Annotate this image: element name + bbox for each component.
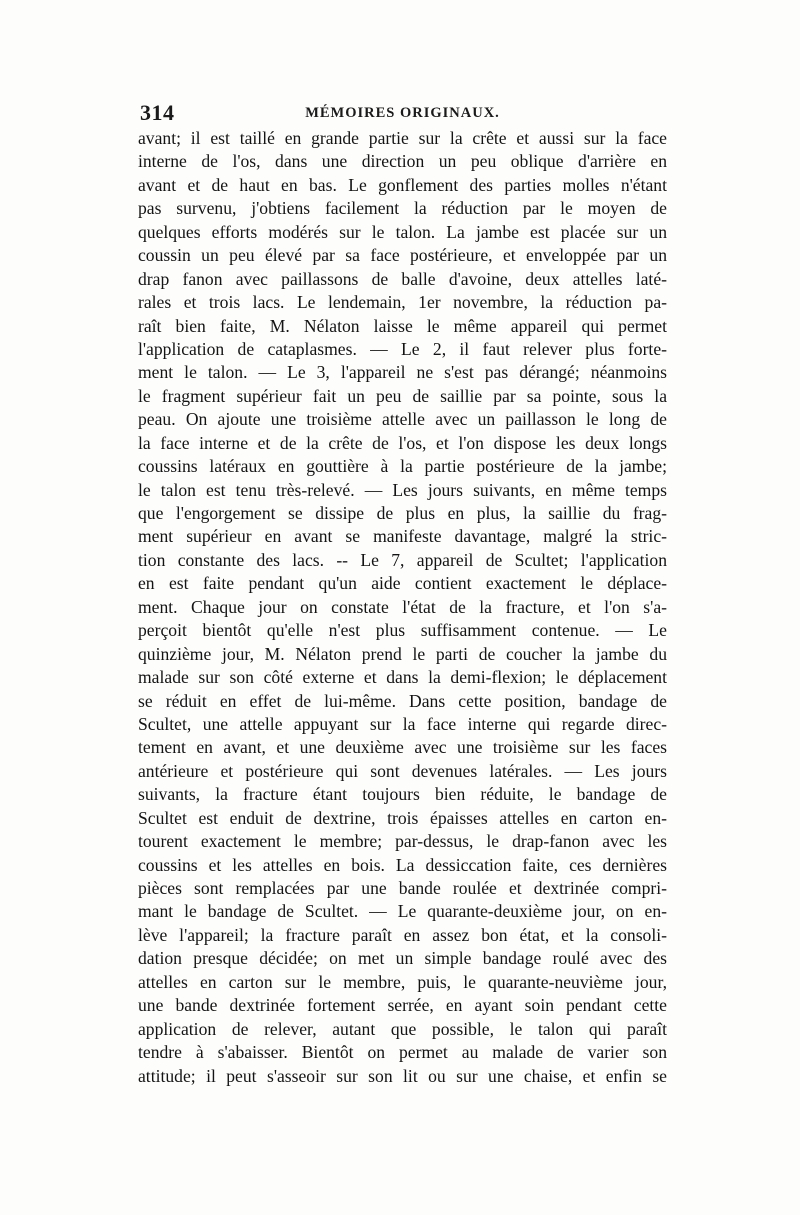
text-line: quelques efforts modérés sur le talon. La jambe est placée sur un <box>138 221 667 242</box>
text-line: pas survenu, j'obtiens facilement la réduction par le moyen de <box>138 198 667 219</box>
text-line: peau. On ajoute une troisième attelle avec un paillasson le long de <box>138 409 667 430</box>
text-line: coussin un peu élevé par sa face postérieure, et enveloppée par un <box>138 245 667 266</box>
text-line: coussins latéraux en gouttière à la partie postérieure de la jambe; <box>138 456 667 477</box>
text-line: malade sur son côté externe et dans la demi-flexion; le déplacement <box>138 667 667 688</box>
text-line: quinzième jour, M. Nélaton prend le parti de coucher la jambe du <box>138 643 667 664</box>
text-line: tion constante des lacs. -- Le 7, appareil de Scultet; l'application <box>138 549 667 570</box>
page-number: 314 <box>140 100 175 125</box>
text-line: Scultet est enduit de dextrine, trois épaisses attelles en carton en- <box>138 807 667 828</box>
text-line: tourent exactement le membre; par-dessus, le drap-fanon avec les <box>138 831 667 852</box>
page-header <box>140 100 665 130</box>
text-line: le fragment supérieur fait un peu de saillie par sa pointe, sous la <box>138 385 667 406</box>
text-line: perçoit bientôt qu'elle n'est plus suffisamment contenue. — Le <box>138 620 667 641</box>
running-head: MÉMOIRES ORIGINAUX. <box>305 105 500 121</box>
text-line: interne de l'os, dans une direction un peu oblique d'arrière en <box>138 151 667 172</box>
text-line: ment supérieur en avant se manifeste davantage, malgré la stric- <box>138 526 667 547</box>
text-line: ment. Chaque jour on constate l'état de la fracture, et l'on s'a- <box>138 596 667 617</box>
text-line: avant; il est taillé en grande partie sur la crête et aussi sur la face <box>138 128 667 148</box>
text-line: application de relever, autant que possible, le talon qui paraît <box>138 1018 667 1039</box>
text-line: l'application de cataplasmes. — Le 2, il faut relever plus forte- <box>138 338 667 359</box>
text-line: drap fanon avec paillassons de balle d'avoine, deux attelles laté- <box>138 268 667 289</box>
text-line: mant le bandage de Scultet. — Le quarante-deuxième jour, on en- <box>138 901 667 922</box>
text-line: lève l'appareil; la fracture paraît en assez bon état, et la consoli- <box>138 924 667 945</box>
text-line: raît bien faite, M. Nélaton laisse le même appareil qui permet <box>138 315 667 336</box>
text-line: suivants, la fracture étant toujours bien réduite, le bandage de <box>138 784 667 805</box>
body-text <box>138 127 667 1088</box>
text-line: tement en avant, et une deuxième avec une troisième sur les faces <box>138 737 667 758</box>
text-line: que l'engorgement se dissipe de plus en plus, la saillie du frag- <box>138 503 667 523</box>
text-line: se réduit en effet de lui-même. Dans cette position, bandage de <box>138 690 667 711</box>
text-line: Scultet, une attelle appuyant sur la face interne qui regarde direc- <box>138 713 667 734</box>
text-line: une bande dextrinée fortement serrée, en ayant soin pendant cette <box>138 995 667 1016</box>
text-line: tendre à s'abaisser. Bientôt on permet au malade de varier son <box>138 1042 667 1063</box>
text-line: attitude; il peut s'asseoir sur son lit ou sur une chaise, et enfin se <box>138 1065 667 1086</box>
text-line: coussins et les attelles en bois. La dessiccation faite, ces dernières <box>138 854 667 875</box>
text-line: dation presque décidée; on met un simple bandage roulé avec des <box>138 948 667 969</box>
text-line: en est faite pendant qu'un aide contient exactement le déplace- <box>138 573 667 594</box>
text-line: ment le talon. — Le 3, l'appareil ne s'est pas dérangé; néanmoins <box>138 362 667 383</box>
text-line: avant et de haut en bas. Le gonflement des parties molles n'étant <box>138 174 667 195</box>
text-line: rales et trois lacs. Le lendemain, 1er novembre, la réduction pa- <box>138 292 667 313</box>
text-line: antérieure et postérieure qui sont devenues latérales. — Les jours <box>138 760 667 781</box>
text-line: le talon est tenu très-relevé. — Les jours suivants, en même temps <box>138 479 667 500</box>
text-line: la face interne et de la crête de l'os, et l'on dispose les deux longs <box>138 432 667 453</box>
text-line: pièces sont remplacées par une bande roulée et dextrinée compri- <box>138 878 667 898</box>
text-line: attelles en carton sur le membre, puis, le quarante-neuvième jour, <box>138 971 667 992</box>
